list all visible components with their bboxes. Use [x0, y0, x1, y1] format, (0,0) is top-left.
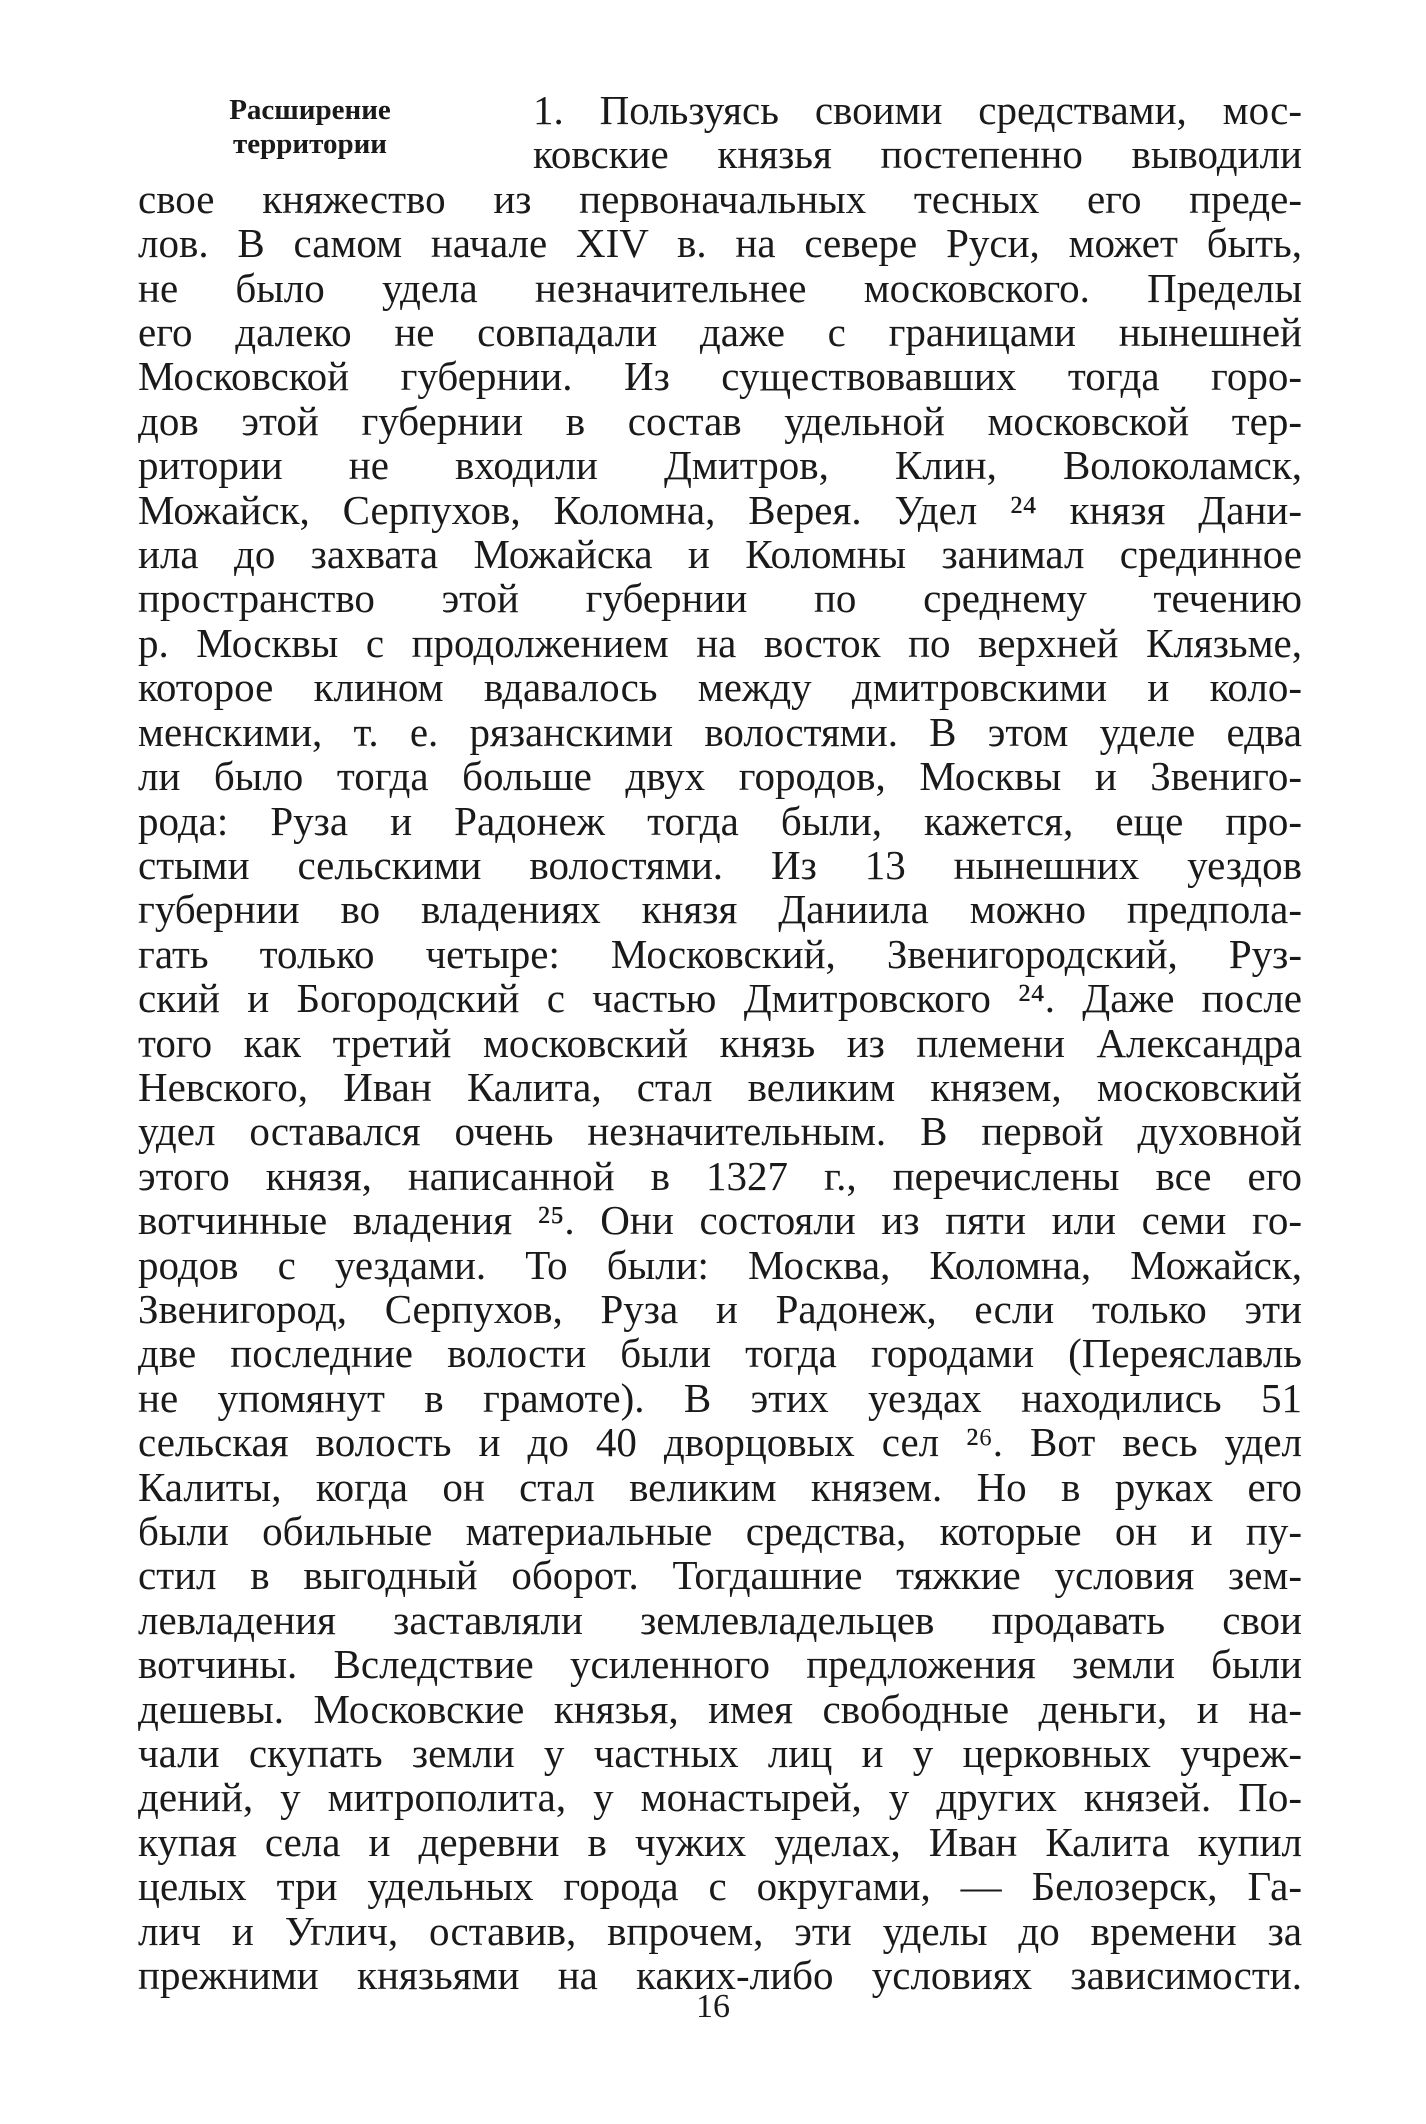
text-line: губернии во владениях князя Даниила можно предпола-	[138, 886, 1302, 933]
text-line: ковские князья постепенно выводили	[533, 131, 1302, 178]
text-line: которое клином вдавалось между дмитровскими и коло-	[138, 664, 1302, 711]
text-line: родов с уездами. То были: Москва, Коломна, Можайск,	[138, 1241, 1302, 1288]
body-paragraph	[138, 88, 1302, 1997]
text-line: дешевы. Московские князья, имея свободные деньги, и на-	[138, 1685, 1302, 1732]
text-line: менскими, т. е. рязанскими волостями. В этом уделе едва	[138, 708, 1302, 755]
text-line: ритории не входили Дмитров, Клин, Волоколамск,	[138, 442, 1302, 489]
text-line: не было удела незначительнее московского. Пределы	[138, 264, 1302, 311]
text-line: были обильные материальные средства, которые он и пу-	[138, 1508, 1302, 1554]
text-line: лов. В самом начале XIV в. на севере Руси, может быть,	[138, 220, 1302, 267]
text-line: ила до захвата Можайска и Коломны занимал срединное	[138, 531, 1302, 578]
text-line: прежними князьями на каких-либо условиях зависимости.	[138, 1952, 1302, 1999]
text-line: Невского, Иван Калита, стал великим князем, московский	[138, 1063, 1302, 1110]
text-line: левладения заставляли землевладельцев продавать свои	[138, 1596, 1302, 1643]
text-line: стил в выгодный оборот. Тогдашние тяжкие условия зем-	[138, 1552, 1302, 1599]
text-line: того как третий московский князь из племени Александра	[138, 1019, 1302, 1066]
text-line: дений, у митрополита, у монастырей, у других князей. По-	[138, 1774, 1302, 1821]
text-line: вотчины. Вследствие усиленного предложения земли были	[138, 1641, 1302, 1688]
text-line: Звенигород, Серпухов, Руза и Радонеж, если только эти	[138, 1285, 1302, 1332]
text-line: целых три удельных города с округами, — Белозерск, Га-	[138, 1863, 1302, 1910]
text-line: свое княжество из первоначальных тесных его преде-	[138, 175, 1302, 222]
page-number: 16	[696, 1988, 730, 2025]
text-line: пространство этой губернии по среднему течению	[138, 575, 1302, 622]
text-line: стыми сельскими волостями. Из 13 нынешних уездов	[138, 841, 1302, 888]
text-line: купая села и деревни в чужих уделах, Иван Калита купил	[138, 1818, 1302, 1865]
text-line: рода: Руза и Радонеж тогда были, кажется, еще про-	[138, 797, 1302, 844]
text-line: дов этой губернии в состав удельной московской тер-	[138, 397, 1302, 444]
text-line: сельская волость и до 40 дворцовых сел ²⁶. Вот весь удел	[138, 1419, 1302, 1466]
text-line: лич и Углич, оставив, впрочем, эти уделы до времени за	[138, 1907, 1302, 1954]
text-line: ли было тогда больше двух городов, Москвы и Звениго-	[138, 753, 1302, 800]
text-line: чали скупать земли у частных лиц и у церковных учреж-	[138, 1730, 1302, 1777]
text-line: две последние волости были тогда городами (Переяславль	[138, 1330, 1302, 1377]
text-line: этого князя, написанной в 1327 г., перечислены все его	[138, 1152, 1302, 1199]
text-line: Можайск, Серпухов, Коломна, Верея. Удел ²⁴ князя Дани-	[138, 486, 1302, 533]
text-line: Калиты, когда он стал великим князем. Но в руках его	[138, 1463, 1302, 1510]
text-line: р. Москвы с продолжением на восток по верхней Клязьме,	[138, 619, 1302, 666]
margin-heading-line-2: территории	[233, 128, 387, 160]
text-line: его далеко не совпадали даже с границами нынешней	[138, 309, 1302, 356]
text-line: вотчинные владения ²⁵. Они состояли из пяти или семи го-	[138, 1197, 1302, 1244]
text-line: гать только четыре: Московский, Звенигородский, Руз-	[138, 930, 1302, 977]
text-line: 1. Пользуясь своими средствами, мос-	[533, 87, 1302, 133]
text-line: Московской губернии. Из существовавших тогда горо-	[138, 353, 1302, 400]
text-line: ский и Богородский с частью Дмитровского ²⁴. Даже после	[138, 975, 1302, 1022]
text-line: удел оставался очень незначительным. В первой духовной	[138, 1108, 1302, 1155]
text-line: не упомянут в грамоте). В этих уездах находились 51	[138, 1374, 1302, 1421]
margin-heading-line-1: Расширение	[229, 94, 391, 126]
